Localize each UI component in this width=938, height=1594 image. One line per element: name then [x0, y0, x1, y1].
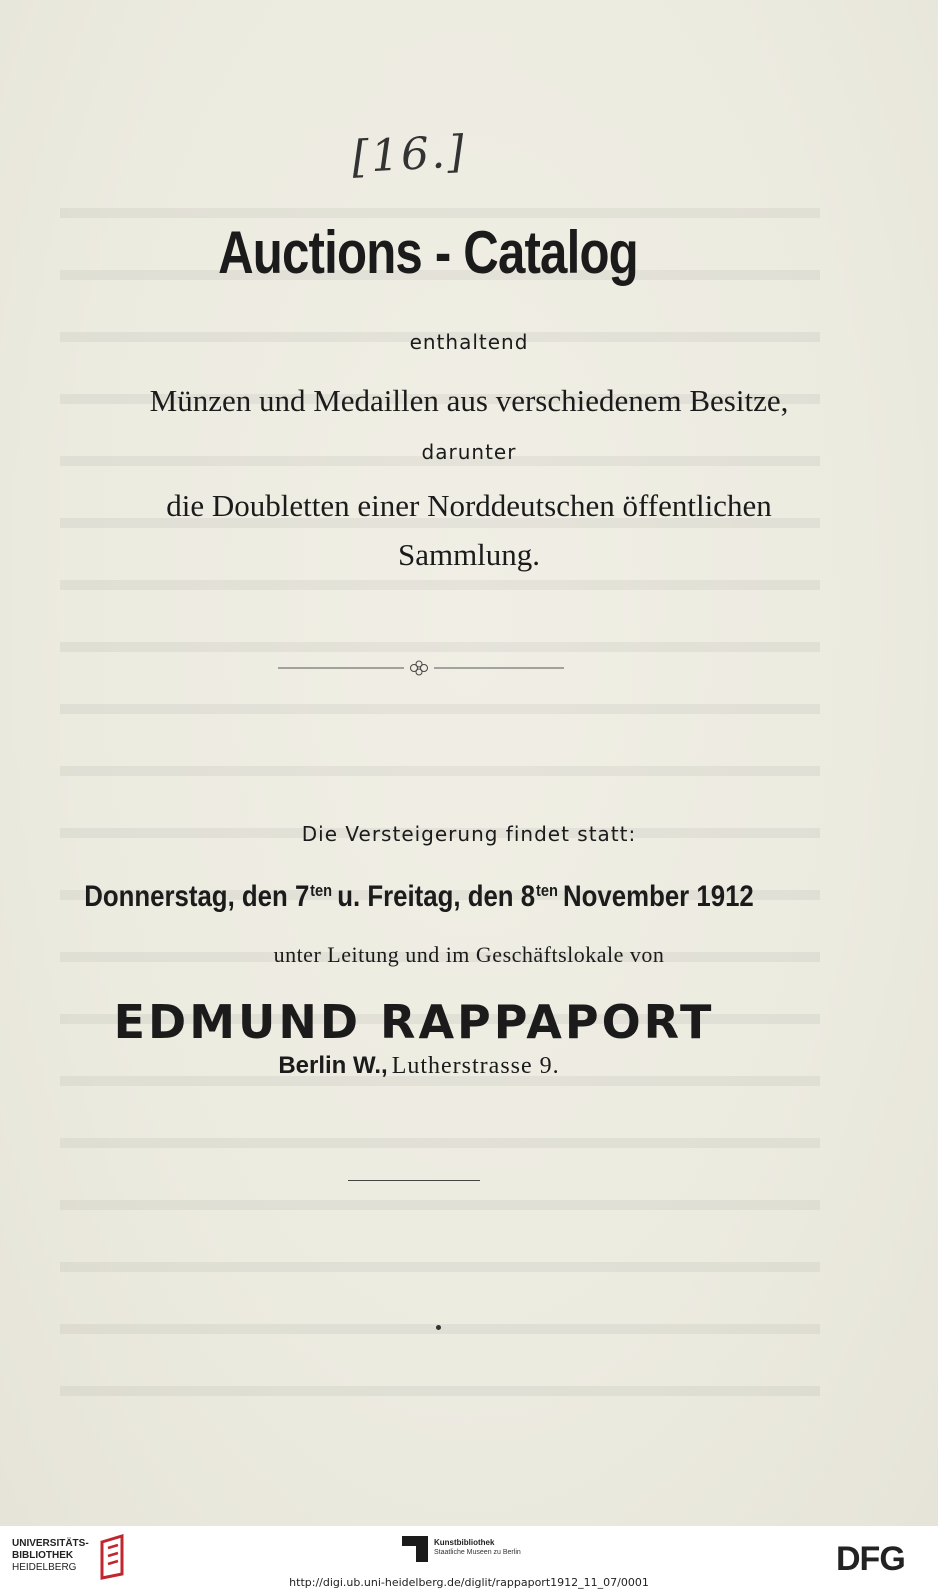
- date-part-1: Donnerstag, den 7: [84, 880, 310, 913]
- address-street: Lutherstrasse 9.: [391, 1053, 560, 1079]
- line-versteigerung: Die Versteigerung findet statt:: [301, 822, 637, 846]
- kunstbibliothek-icon: [402, 1536, 428, 1562]
- permalink-url[interactable]: http://digi.ub.uni-heidelberg.de/diglit/rappaport1912_11_07/0001: [289, 1576, 649, 1589]
- ub-line-1: UNIVERSITÄTS-: [12, 1538, 89, 1549]
- ub-heidelberg-logo[interactable]: [12, 1538, 89, 1574]
- kb-line-2: Staatliche Museen zu Berlin: [434, 1549, 521, 1556]
- dfg-logo[interactable]: DFG: [836, 1540, 905, 1578]
- closing-rule: [348, 1180, 480, 1181]
- address-city: Berlin W.,: [278, 1052, 388, 1079]
- ub-emblem-icon: [98, 1534, 128, 1580]
- footer-bar: [0, 1526, 938, 1594]
- date-sup-1: ten: [310, 881, 333, 900]
- catalog-title: Auctions - Catalog: [218, 219, 638, 286]
- date-part-2: u. Freitag, den 8: [337, 880, 536, 913]
- kb-line-1: Kunstbibliothek: [434, 1538, 495, 1547]
- line-doubletten: die Doubletten einer Norddeutschen öffentlichen: [166, 488, 772, 523]
- firm-address: [0, 1052, 838, 1080]
- ornament-divider: [278, 660, 564, 676]
- handwritten-shelf-mark: [16.]: [350, 126, 468, 184]
- line-sammlung: Sammlung.: [397, 537, 541, 572]
- ub-line-3: HEIDELBERG: [12, 1562, 77, 1573]
- line-muenzen: Münzen und Medaillen aus verschiedenem Besitze,: [149, 383, 789, 418]
- ink-speck: [436, 1325, 441, 1330]
- line-darunter: darunter: [421, 440, 517, 464]
- line-leitung: unter Leitung und im Geschäftslokale von: [273, 942, 665, 967]
- date-sup-2: ten: [535, 881, 558, 900]
- ub-line-2: BIBLIOTHEK: [12, 1550, 74, 1561]
- date-part-3: November 1912: [563, 880, 754, 913]
- auction-date: [59, 880, 780, 914]
- firm-name: EDMUND RAPPAPORT: [113, 995, 715, 1049]
- line-enthaltend: enthaltend: [409, 330, 529, 354]
